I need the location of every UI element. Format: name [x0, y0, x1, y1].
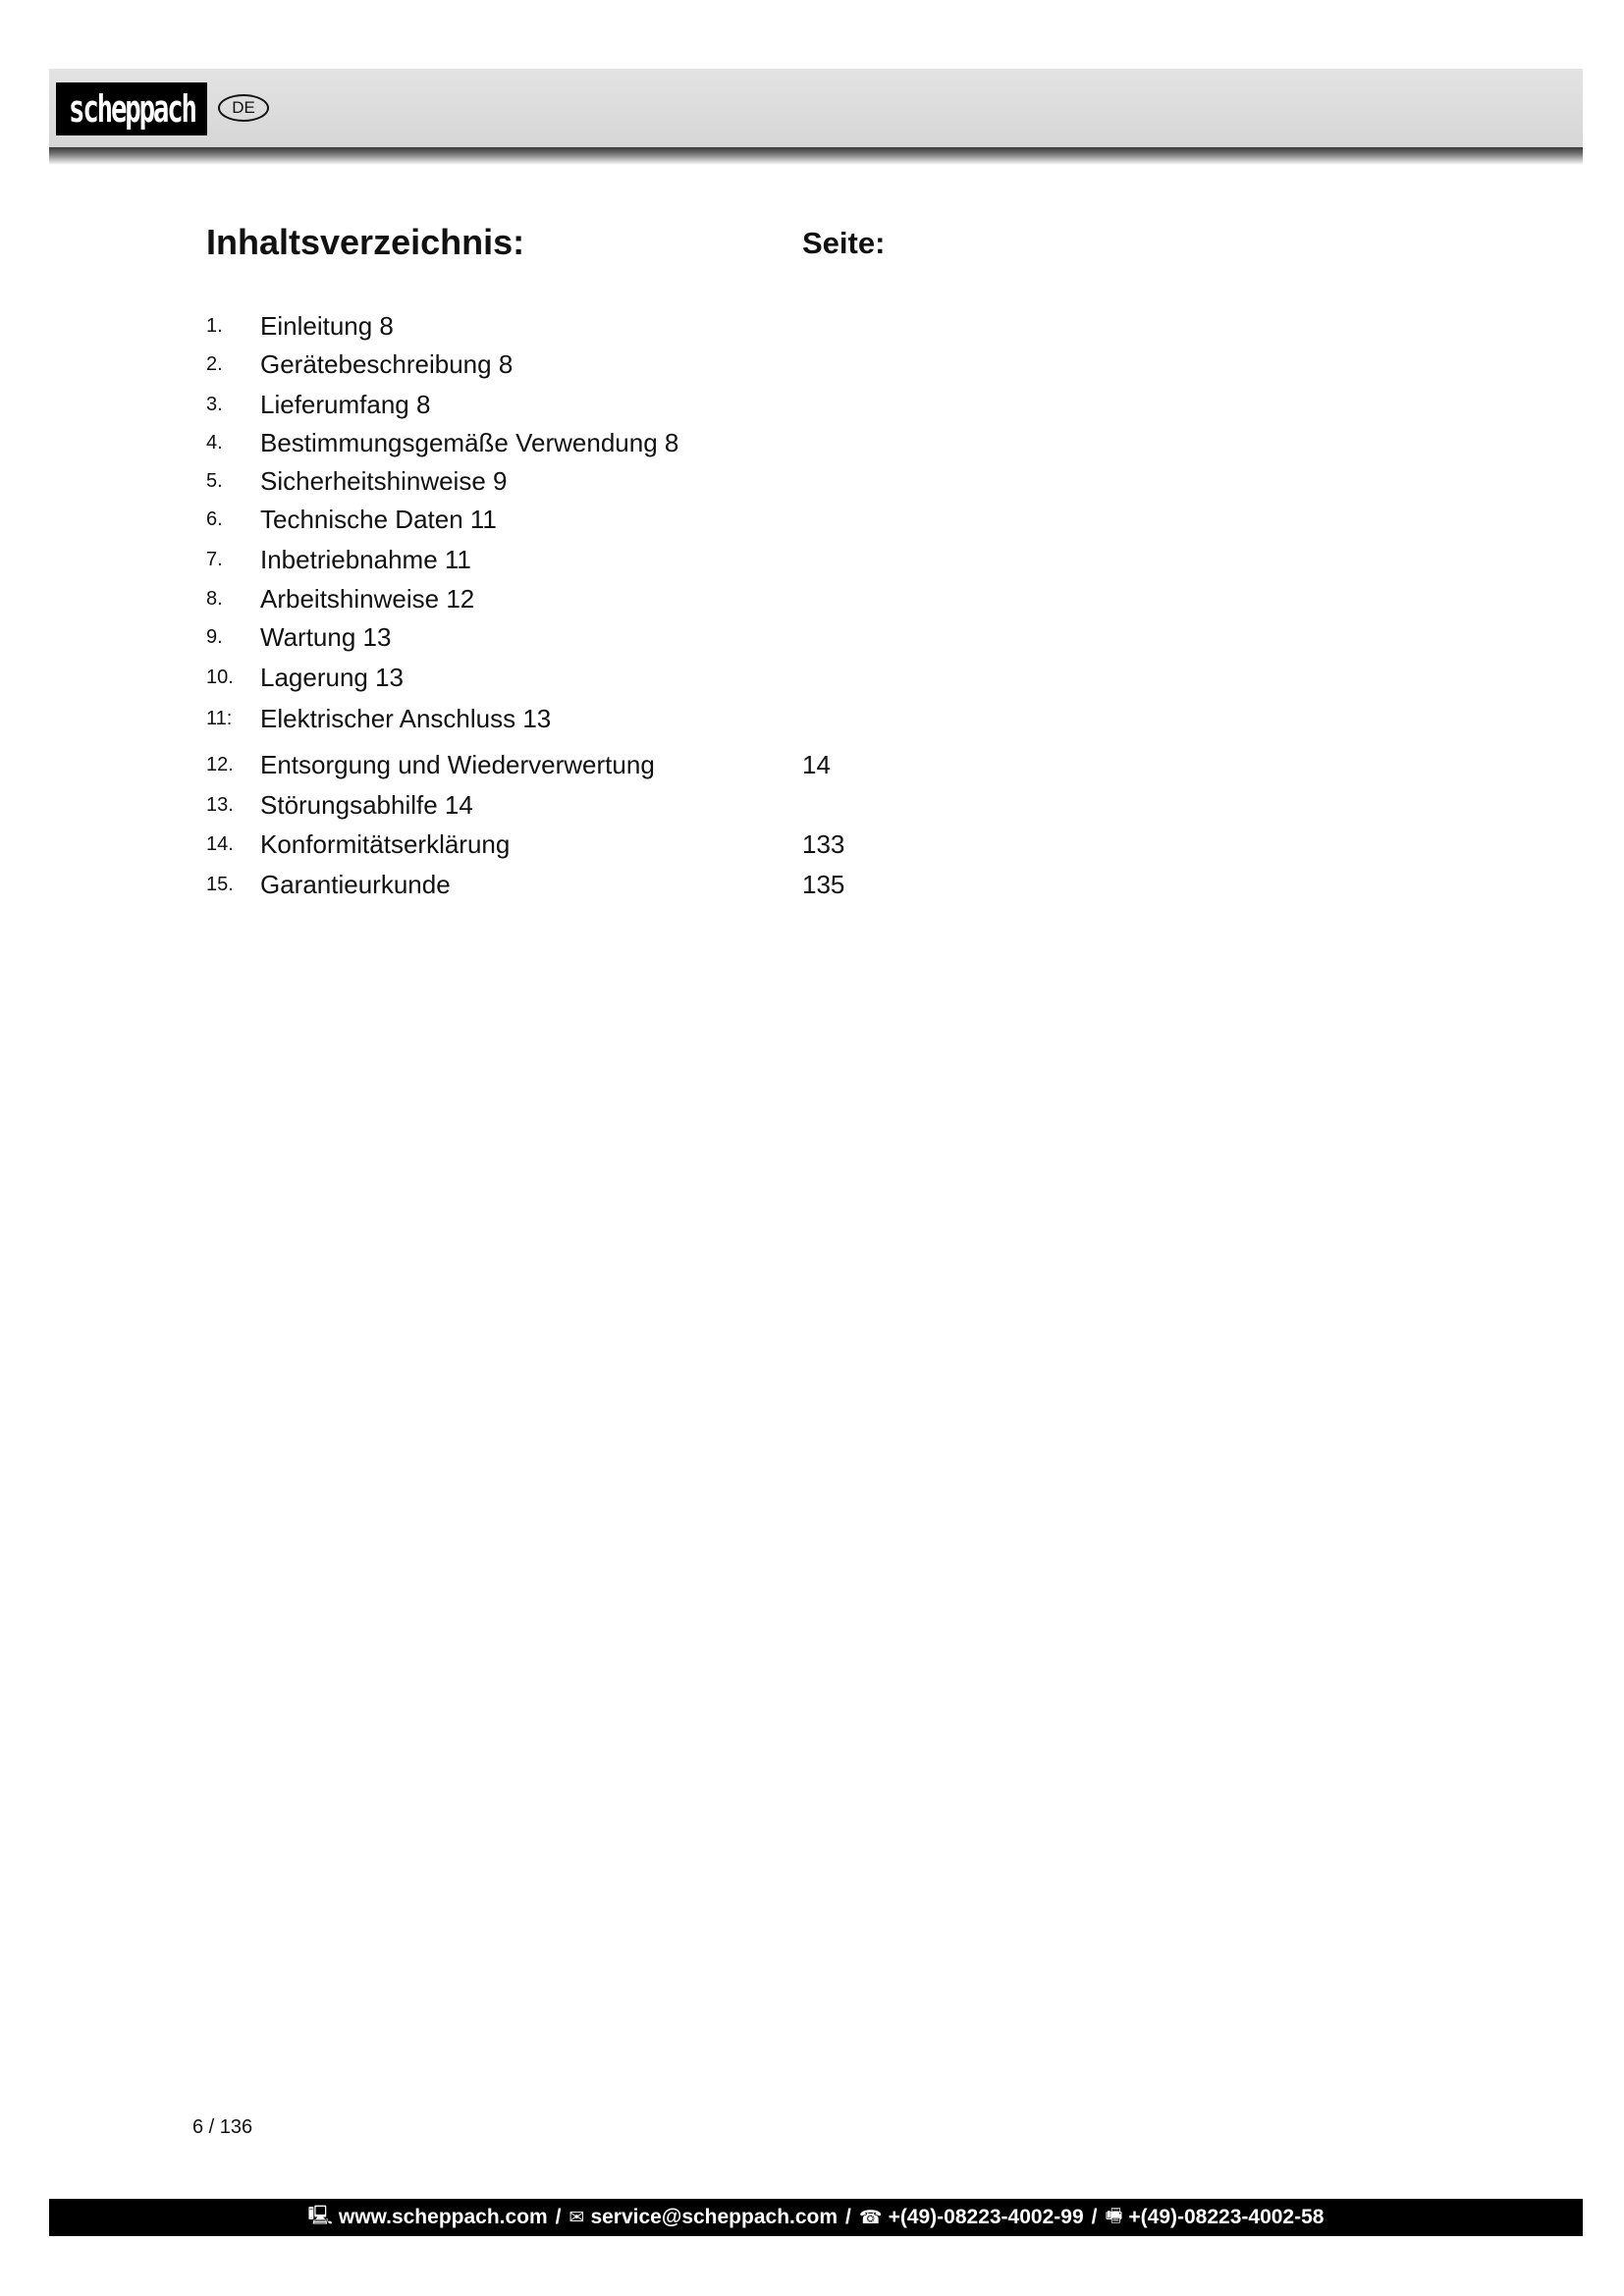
computer-icon: 🖳	[307, 2206, 333, 2226]
footer-fax: +(49)-08223-4002-58	[1128, 2206, 1325, 2228]
toc-entry-label: Bestimmungsgemäße Verwendung 8	[260, 428, 679, 457]
toc-entry-label: Wartung 13	[260, 622, 392, 652]
toc-entry-label: Lagerung 13	[260, 663, 405, 692]
fax-icon: 🖷	[1105, 2206, 1123, 2226]
toc-entry-label: Einleitung 8	[260, 311, 394, 341]
footer-separator: /	[845, 2206, 851, 2228]
toc-title: Inhaltsverzeichnis:	[206, 222, 525, 262]
toc-entry-number: 11:	[206, 708, 233, 729]
toc-entry	[206, 584, 1090, 617]
toc-entry-label: Technische Daten 11	[260, 505, 497, 534]
footer-bar	[49, 2199, 1583, 2236]
toc-entry-page: 135	[802, 870, 845, 899]
toc-entry-page: 133	[802, 829, 845, 859]
toc-entry-number: 13.	[206, 794, 234, 816]
toc-entry-label: Lieferumfang 8	[260, 390, 431, 419]
toc-entry-label: Gerätebeschreibung 8	[260, 349, 514, 379]
footer-separator: /	[1091, 2206, 1098, 2228]
toc-entry	[206, 349, 1090, 383]
language-badge: DE	[218, 94, 269, 122]
toc-entry-label: Sicherheitshinweise 9	[260, 466, 508, 496]
toc-entry-label: Elektrischer Anschluss 13	[260, 704, 552, 733]
toc-entry-number: 15.	[206, 874, 234, 895]
toc-entry-number: 8.	[206, 588, 223, 610]
mail-icon: ✉	[568, 2207, 585, 2228]
toc-entry	[206, 829, 1090, 863]
toc-entry-label: Inbetriebnahme 11	[260, 545, 471, 574]
toc-entry-number: 6.	[206, 508, 223, 530]
toc-entry	[206, 505, 1090, 538]
toc-entry	[206, 390, 1090, 423]
toc-list	[206, 0, 1090, 2296]
toc-entry-number: 10.	[206, 667, 234, 688]
toc-entry-number: 4.	[206, 432, 223, 454]
toc-entry	[206, 870, 1090, 903]
toc-entry-label: Störungsabhilfe 14	[260, 790, 473, 820]
toc-entry-label: Garantieurkunde	[260, 870, 451, 899]
scheppach-logo	[56, 82, 207, 135]
toc-entry	[206, 466, 1090, 500]
toc-entry	[206, 311, 1090, 345]
toc-entry	[206, 704, 1090, 737]
page-column-title: Seite:	[802, 226, 886, 260]
footer-phone: +(49)-08223-4002-99	[888, 2206, 1084, 2228]
phone-icon: ☎	[858, 2207, 883, 2228]
toc-entry	[206, 790, 1090, 824]
toc-entry-number: 2.	[206, 353, 223, 375]
toc-entry-label: Arbeitshinweise 12	[260, 584, 475, 614]
toc-entry	[206, 545, 1090, 578]
footer-separator: /	[555, 2206, 562, 2228]
toc-entry	[206, 663, 1090, 696]
page-number: 6 / 136	[192, 2116, 253, 2138]
toc-entry-number: 14.	[206, 833, 234, 855]
toc-entry-number: 3.	[206, 394, 223, 415]
toc-entry-page: 14	[802, 750, 831, 779]
toc-entry	[206, 622, 1090, 656]
toc-entry-label: Entsorgung und Wiederverwertung	[260, 750, 655, 779]
toc-entry	[206, 428, 1090, 461]
toc-entry-label: Konformitätserklärung	[260, 829, 511, 859]
toc-entry	[206, 750, 1090, 783]
footer-website[interactable]: www.scheppach.com	[338, 2206, 548, 2228]
toc-entry-number: 7.	[206, 549, 223, 570]
toc-entry-number: 12.	[206, 754, 234, 775]
toc-entry-number: 1.	[206, 315, 223, 337]
toc-entry-number: 5.	[206, 470, 223, 492]
toc-entry-number: 9.	[206, 626, 223, 648]
footer-email[interactable]: service@scheppach.com	[590, 2206, 839, 2228]
logo-text: scheppach	[68, 87, 195, 131]
